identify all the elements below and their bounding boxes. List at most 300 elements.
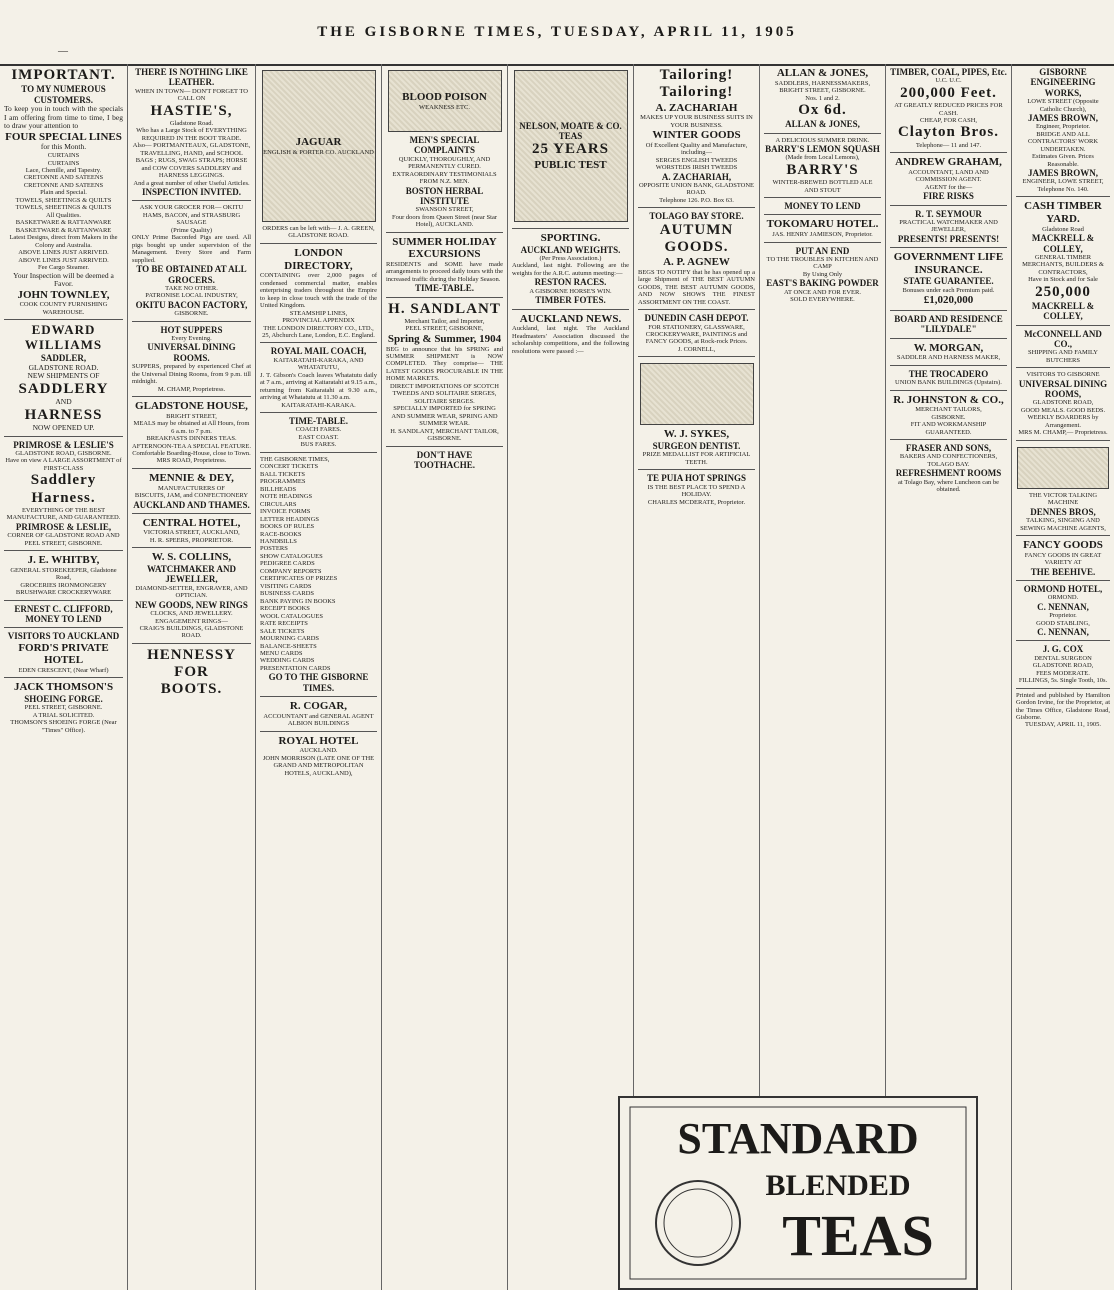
boston-institute: BOSTON HERBAL INSTITUTE [405,185,484,206]
coach-text: J. T. Gibson's Coach leaves Whatatutu daily at 7 a.m., arriving at Kaitaratahi at 9.15 a.m., returning from Kaitaratahi at 9.30 a.m., arriving at Whatatutu at 11.30 a.m. [260,371,377,402]
whitby-items: GROCERIES IRONMONGERY BRUSHWARE CROCKERYWARE [15,581,112,597]
london-directory: LONDON DIRECTORY, [284,246,353,272]
important-intro: TO MY NUMEROUS CUSTOMERS. [21,84,106,105]
hennessy-boots: BOOTS. [160,681,223,698]
primrose-more: EVERYTHING OF THE BEST MANUFACTURE, AND GUARANTEED. [6,506,121,522]
morgan-name: W. MORGAN, [913,341,984,354]
lilydale: "LILYDALE" [920,324,977,335]
gladstone-house-addr: BRIGHT STREET, [166,412,217,420]
list-item: CURTAINS [47,152,80,160]
summer-excursions: SUMMER HOLIDAY EXCURSIONS [392,235,497,261]
blood-poison: BLOOD POISON [402,90,487,103]
central-hotel-ad [132,514,251,549]
blood-sub: WEAKNESS ETC. [419,103,470,111]
list-item: BOOKS OF RULES [260,523,315,531]
sandlant-2: H. SANDLANT, MERCHANT TAILOR, GISBORNE. [390,427,499,443]
masthead-title: THE GISBORNE TIMES, TUESDAY, APRIL 11, 1905 [317,23,797,40]
list-item: CERTIFICATES OF PRIZES [260,575,338,583]
time-table: TIME-TABLE. [288,416,349,427]
refreshment: REFRESHMENT ROOMS [895,468,1002,479]
okitu-grocer: ASK YOUR GROCER FOR— OKITU HAMS, BACON, and STRASBURG SAUSAGE [139,204,244,227]
east-baking: EAST'S BAKING POWDER [766,278,879,289]
list-item: Lace, Chenille, and Tapestry. [25,167,102,175]
barrys-sub: WINTER-BREWED BOTTLED ALE [772,179,873,187]
afternoon-tea: AFTERNOON-TEA A SPECIAL FEATURE. [132,442,251,450]
list-item: WEDDING CARDS [260,657,315,665]
nothing-like-leather: THERE IS NOTHING LIKE LEATHER. [135,67,248,88]
hastie-more: And a great number of other Useful Articles. [133,179,250,187]
te-puia: TE PUIA HOT SPRINGS [646,473,747,484]
waikohu: U.C. U.C. [935,77,962,85]
winter-goods: WINTER GOODS [652,129,741,142]
auckland-thames: AUCKLAND AND THAMES. [133,499,250,510]
clayton-tel: Telephone— 11 and 147. [915,141,982,149]
collins-ad [132,548,251,643]
nelson-name: NELSON, MOATE & CO. TEAS [519,120,622,142]
fees-moderate: FEES MODERATE. [1036,669,1090,677]
sykes-ad [638,357,755,470]
graham-agent: AGENT for the— [924,183,973,191]
talking-machine-ad [1016,441,1110,536]
cornell-name: J. CORNELL, [677,345,716,353]
put-sub: TO THE TROUBLES IN KITCHEN AND CAMP [766,255,879,271]
hennessy-for: FOR [174,664,209,681]
presents: PRESENTS! PRESENTS! [897,233,1000,244]
primrose-harness: Harness. [31,489,96,506]
gisborne-engineering: GISBORNE ENGINEERING WORKS, [1030,67,1096,98]
important-items [4,152,123,272]
townley-name: JOHN TOWNLEY, [17,288,110,301]
primrose-ad [4,437,123,551]
important-line-2: FOUR SPECIAL LINES [5,130,122,143]
okitu-patronise: PATRONISE LOCAL INDUSTRY, [145,292,238,300]
stabling: GOOD STABLING, [1036,619,1090,627]
royal-hotel-ad [260,732,377,781]
gladstone-house-ad [132,397,251,469]
trocadero-sub: UNION BANK BUILDINGS (Upstairs). [895,379,1002,387]
kaitaratahi: KAITARATAHI-KARAKA, AND WHATATUTU, [273,356,364,372]
royal-mail-ad [260,343,377,413]
cash-sub: Gladstone Road [1042,225,1084,233]
visitors-auckland: VISITORS TO AUCKLAND [7,631,120,642]
sold-everywhere: SOLD EVERYWHERE. [790,296,855,304]
cogar-sub: ACCOUNTANT and GENERAL AGENT [263,712,374,720]
boston-addr: SWANSON STREET, [415,206,474,214]
tokomaru-ad [764,215,881,242]
list-item: BASKETWARE & RATTANWARE [15,226,112,234]
mcconnell-sub: SHIPPING AND FAMILY BUTCHERS [1027,349,1098,364]
johnston-addr: GISBORNE. [931,413,966,421]
printing-list [260,456,377,673]
list-item: Plain and Special. [40,189,87,197]
list-item: MOURNING CARDS [260,635,320,643]
list-item: BILLHEADS [260,485,297,493]
important-heading: IMPORTANT. [11,67,116,83]
winter-items: SERGES ENGLISH TWEEDS WORSTEDS IRISH TWEEDS [655,156,738,172]
zachariah-addr: OPPOSITE UNION BANK, GLADSTONE ROAD. [638,181,755,197]
morgan-ad [890,339,1007,366]
universal-ad [1016,368,1110,441]
okitu-addr: GISBORNE. [174,310,209,318]
suppers-text: SUPPERS, prepared by experienced Chef at the Universal Dining Rooms, from 9 p.m. till midnight. [132,363,251,386]
dennes-name: DENNES BROS, [1030,506,1096,517]
important-line-3: for this Month. [40,142,87,152]
list-item: INVOICE FORMS [260,508,311,516]
east-sub: AT ONCE AND FOR EVER. [784,288,861,296]
east-coast: EAST COAST. [298,433,339,441]
cox-name: J. G. COX [1042,644,1084,655]
allan-sub: SADDLERS, HARNESSMAKERS, BRIGHT STREET, GISBORNE. [774,79,871,95]
allan-price: Ox 6d. [798,102,847,119]
put-an-end: PUT AN END [795,245,850,256]
feet-250000: 250,000 [1035,283,1091,300]
timber-cheap: CHEAP, FOR CASH, [919,117,978,124]
talking-machine: THE VICTOR TALKING MACHINE [1028,491,1098,507]
visitors-gisborne: VISITORS TO GISBORNE [1026,371,1100,379]
jaguar-ad [260,64,377,244]
printed-by: Printed and published by Hamilton Gordon Irvine, for the Proprietor, at the Times Office, Gladstone Road, Gisborne. [1016,691,1110,721]
list-item: All Qualities. [45,211,82,219]
auckland-text: Auckland, last night. The Auckland Headmasters' Association discussed the scholarship competitions, and the following resolutions were passed :— [512,325,629,355]
central-sub: H. R. SPEERS, PROPRIETOR. [149,536,234,544]
autumn-goods: AUTUMN GOODS. [659,221,734,255]
engineering-addr: LOWE STREET (Opposite Catholic Church), [1027,98,1099,113]
fancy-goods: FANCY GOODS [1023,539,1103,551]
column-4 [382,64,508,1290]
list-item: PEDIGREE CARDS [260,560,315,568]
estimates: Estimates Given. Prices Reasonable. [1032,153,1094,168]
racing-text: Auckland, last night. Following are the weights for the A.R.C. autumn meeting:— [512,262,629,277]
sandlant-specially: SPECIALLY IMPORTED for SPRING AND SUMMER WEAR, SPRING AND SUMMER WEAR. [391,405,498,428]
morgan-sub: SADDLER AND HARNESS MAKER, [896,354,1001,362]
list-item: CRETONNE AND SATEENS [23,181,104,189]
primrose-saddlery: Saddlery [30,472,97,489]
standard-teas-ad [618,1096,978,1290]
te-puia-ad [638,470,755,509]
mennie-items: BISCUITS, JAM, and CONFECTIONERY [134,492,249,500]
auckland-weights: AUCKLAND WEIGHTS. [520,244,621,255]
mackrell-sub: GENERAL TIMBER MERCHANTS, BUILDERS & CONTRACTORS, [1022,253,1104,276]
mackrell-stock: Have in Stock and for Sale [1028,276,1098,284]
williams-new-shipments: NEW SHIPMENTS OF [27,371,100,381]
column-2 [128,64,256,1290]
graham-ad [890,153,1007,205]
whitby-ad [4,551,123,601]
fraser-ad [890,440,1007,497]
okitu-name: OKITU BACON FACTORY, [135,299,248,310]
mcconnell-name: McCONNELL AND CO., [1024,328,1102,349]
barrys-stout: AND STOUT [804,186,841,194]
agnew-name: A. P. AGNEW [663,256,730,269]
williams-name: EDWARD WILLIAMS [24,322,103,353]
refreshment-sub: at Tolago Bay, where Luncheon can be obtained. [898,478,999,494]
mackrell-name: MACKRELL & COLLEY, [1031,233,1095,254]
reston-races: RESTON RACES. [534,277,607,288]
standard-line-2: BLENDED [765,1169,911,1202]
williams-saddlery: SADDLERY [18,380,109,397]
barrys-ad [764,134,881,198]
lemon-squash: BARRY'S LEMON SQUASH [765,144,880,155]
jaguar-brand: JAGUAR [295,135,342,148]
clayton-bros: Clayton Bros. [897,124,1000,141]
government-life: GOVERNMENT LIFE INSURANCE. [893,251,1004,276]
williams-ad [4,320,123,436]
list-item: PRESENTATION CARDS [260,664,331,672]
weekly-boarders: WEEKLY BOARDERS by Arrangement. [1027,414,1099,429]
cox-sub: DENTAL SURGEON [1034,654,1092,662]
sykes-illustration [640,363,754,425]
important-line-1: To keep you in touch with the specials I am offering from time to time, I beg to draw your attention to [4,103,123,131]
universal-addr: GLADSTONE ROAD, [1032,399,1094,407]
collins-diamond: DIAMOND-SETTER, ENGRAVER, AND OPTICIAN. [135,584,248,600]
east-baking-ad [764,243,881,307]
important-note: Your Inspection will be deemed a Favor. [13,270,114,289]
collins-clocks: CLOCKS, AND JEWELLERY. [150,610,233,618]
summer-drink: A DELICIOUS SUMMER DRINK. [775,136,870,144]
allan-jones: ALLAN & JONES, [776,67,869,79]
go-to-times: GO TO THE GISBORNE TIMES. [268,672,369,693]
standard-line-3: TEAS [782,1203,934,1268]
lemon-sub: (Made from Local Lemons), [785,154,860,162]
thomson-ad [4,678,123,737]
dennes-sub: TALKING, SINGING AND SEWING MACHINE AGENTS, [1020,517,1106,532]
list-item: PROGRAMMES [260,478,306,486]
johnston-ad [890,391,1007,441]
thomson-foot: THOMSON'S SHOEING FORGE (Near "Times" Office). [10,719,117,734]
cox-ad [1016,641,1110,688]
collins-craig: CRAIG'S BUILDINGS, GLADSTONE ROAD. [139,624,244,640]
testimonials: EXTRAORDINARY TESTIMONIALS FROM N.Z. MEN. [392,170,497,186]
press-association: (Per Press Association.) [539,254,602,262]
list-item: CURTAINS [47,159,80,167]
hot-suppers-ad [132,322,251,397]
printing-ad [260,453,377,697]
tolago-ad [638,208,755,310]
bridge-work: BRIDGE AND ALL CONTRACTORS' WORK UNDERTAKEN. [1027,130,1099,153]
okitu-grocer-sub: (Prime Quality) [171,226,212,234]
list-item: BALANCE-SHEETS [260,642,317,650]
primrose-addr: GLADSTONE ROAD, GISBORNE. [15,449,112,457]
nennan-name-2: C. NENNAN, [1037,627,1089,638]
universal-dining: UNIVERSAL DINING ROOMS. [147,342,236,363]
list-item: RATE RECEIPTS [260,620,308,628]
zachariah-ad [638,64,755,208]
boston-sub: Four doors from Queen Street (near Star Hotel), AUCKLAND. [391,213,498,229]
hot-suppers: HOT SUPPERS [160,324,223,335]
list-item: CONCERT TICKETS [260,463,319,471]
dunedin-ad [638,310,755,357]
when-in-town: WHEN IN TOWN— DON'T FORGET TO CALL ON [135,87,248,103]
meals-text: MEALS may be obtained at All Hours, from 6 a.m. to 7 p.m. [133,420,250,435]
bus-fares: BUS FARES. [300,441,337,449]
ormond-ad [1016,581,1110,641]
fords-name: FORD'S PRIVATE HOTEL [18,641,109,667]
list-item: SHOW CATALOGUES [260,552,323,560]
list-item: RECEIPT BOOKS [260,605,310,613]
brown-name: JAMES BROWN, [1027,112,1098,123]
gladstone-house: GLADSTONE HOUSE, [135,400,248,412]
column-9 [1012,64,1114,1290]
collins-engagement: ENGAGEMENT RINGS— [155,617,228,625]
good-meals: GOOD MEALS. GOOD BEDS. [1020,406,1106,414]
gramophone-illustration [1017,447,1109,489]
royal-hotel: ROYAL HOTEL [278,734,359,747]
toothache: DON'T HAVE TOOTHACHE. [413,449,476,470]
timber-ad [890,64,1007,153]
te-puia-sub: IS THE BEST PLACE TO SPEND A HOLIDAY. [647,483,746,499]
agnew-text: BEGS TO NOTIFY that he has opened up a large Shipment of THE BEST AUTUMN GOODS, THE BEST AUTUMN GOODS, AND NOW SHOWS THE FINEST ASSORTMENT ON THE COAST. [638,268,755,306]
comfortable: Comfortable Boarding-House, close to Town. [132,449,251,457]
brown-sub: Engineer, Proprietor. [1035,123,1091,131]
time-table-ad [260,413,377,453]
by-using: By Using Only [802,270,843,278]
cash-timber: CASH TIMBER YARD. [1024,200,1102,226]
london-steamship: STEAMSHIP LINES, [289,309,348,317]
barrys-name: BARRY'S [786,161,859,178]
morrison: JOHN MORRISON (LATE ONE OF THE GRAND AND METROPOLITAN HOTELS, AUCKLAND), [262,754,375,777]
page-folio-mark: — [58,46,68,57]
mcconnell-ad [1016,326,1110,369]
hastie-ad [132,64,251,201]
board-residence: BOARD AND RESIDENCE [894,313,1003,324]
jaguar-sub: ENGLISH & PORTER CO. AUCKLAND [263,148,374,156]
cogar-addr: ALBION BUILDINGS [287,720,350,728]
london-directory-ad [260,244,377,344]
beehive: THE BEEHIVE. [1030,566,1096,577]
list-item: TOWELS, SHEETINGS & QUILTS [15,204,112,212]
allan-mixtures: Nos. 1 and 2. [805,94,840,102]
seymour-ad [890,206,1007,249]
tokomaru-hotel: TOKOMARU HOTEL. [766,218,879,231]
ormond-sub: ORMOND. [1047,594,1079,602]
telephone: Telephone No. 140. [1037,185,1089,193]
fraser-name: FRASER AND SONS, [905,443,992,454]
timber-prices: AT GREATLY REDUCED PRICES FOR CASH. [894,102,1003,117]
summer-excursions-ad [386,233,503,298]
fit-guaranteed: FIT AND WORKMANSHIP GUARANTEED. [910,421,987,436]
primrose-addr-2: CORNER OF GLADSTONE ROAD AND PEEL STREET, GISBORNE. [7,532,120,547]
london-addr: THE LONDON DIRECTORY CO., LTD., 25, Abchurch Lane, London, E.C. England. [262,324,375,339]
sandlant-name: H. SANDLANT [388,300,501,317]
list-item: BUSINESS CARDS [260,590,315,598]
mennie-ad [132,469,251,514]
tolago-store: TOLAGO BAY STORE. [649,211,744,222]
primrose-name: PRIMROSE & LESLIE'S [13,439,114,450]
list-item: CRETONNE AND SATEENS [23,174,104,182]
fillings: FILLINGS, 5s. Single Tooth, 10s. [1018,677,1108,685]
hastie-items: Also— PORTMANTEAUX, GLADSTONE, TRAVELLING, HAND, and SCHOOL BAGS ; RUGS, SWAG STRAPS; HORSE and COW COVERS SADDLERY and HARNESS LEGGINGS. [132,142,251,180]
te-puia-proprietor: CHARLES MCDERATE, Proprietor. [647,498,746,506]
clifford-ad [4,601,123,629]
cogar-name: R. COGAR, [289,700,348,713]
list-item: COMPANY REPORTS [260,567,322,575]
brown-sub-2: ENGINEER, LOWE STREET, [1022,178,1104,186]
royal-mail: ROYAL MAIL COACH, [270,346,367,357]
engineering-ad [1016,64,1110,197]
column-1 [0,64,128,1290]
thomson-name: JACK THOMSON'S [13,681,114,694]
allan-jones-ad [764,64,881,134]
kaitaratahi-2: KAITARATAHI-KARAKA. [281,401,356,409]
sporting-column [512,229,629,310]
sandlant-text: BEG to announce that his SPRING and SUMMER SHIPMENT is NOW COMPLETED. They comprise— THE LATEST GOODS PROCURABLE IN THE HOME MARKETS. [386,345,503,383]
list-item: VISITING CARDS [260,582,312,590]
london-provincial: PROVINCIAL APPENDIX [282,317,355,325]
sandlant-ad [386,298,503,447]
fords-addr: EDEN CRESCENT, (Near Wharf) [18,666,109,674]
dunedin-depot: DUNEDIN CASH DEPOT. [644,313,749,324]
list-item: CIRCULARS [260,500,297,508]
seymour-name: R. T. SEYMOUR [915,208,982,219]
money-to-lend-7: MONEY TO LEND [784,201,861,212]
auckland-news: AUCKLAND NEWS. [519,312,622,325]
williams-opened: NOW OPENED UP. [32,423,95,432]
fraser-sub: BAKERS AND CONFECTIONERS, TOLAGO BAY. [899,453,998,468]
imprint [1016,689,1110,732]
cox-addr: GLADSTONE ROAD, [1032,662,1094,670]
sandlant-addr: PEEL STREET, GISBORNE, [405,325,484,333]
thomson-sub: SHOEING FORGE. [24,694,103,705]
okitu-take: TAKE NO OTHER. [165,284,218,292]
breakfasts: BREAKFASTS DINNERS TEAS. [146,435,237,443]
sykes-prize: PRIZE MEDALLIST FOR ARTIFICIAL TEETH. [642,451,751,466]
fancy-sub: FANCY GOODS IN GREAT VARIETY AT [1024,551,1102,567]
mennie-sub: MANUFACTURERS OF [158,484,225,492]
nennan-name: C. NENNAN, [1037,601,1089,612]
primrose-name-2: PRIMROSE & LESLIE, [15,521,112,532]
graham-sub: ACCOUNTANT, LAND AND COMMISSION AGENT. [908,168,989,184]
column-3 [256,64,382,1290]
fire-risks: FIRE RISKS [923,191,974,202]
johnston-name: R. JOHNSTON & CO., [893,393,1004,406]
column-5 [508,64,634,1290]
london-text: CONTAINING over 2,000 pages of condensed commercial matter, enables enterprising traders throughout the Empire to keep in close touch with the trade of the United Kingdom. [260,272,377,310]
gisborne-horses: A GISBORNE HORSE'S WIN. [529,287,612,295]
list-item: BANK PAYING IN BOOKS [260,597,336,605]
okitu-pigs: ONLY Prime Baconfed Pigs are used. All pigs bought up under supervision of the Management. Every Store and Farm supplied. [132,234,251,264]
money-to-lend: MONEY TO LEND [25,613,102,624]
blood-poison-ad [386,64,503,233]
public-test: PUBLIC TEST [534,158,607,171]
central-hotel: CENTRAL HOTEL, [142,516,241,529]
champ-name: M. CHAMP, Proprietress. [157,385,226,393]
imprint-date: TUESDAY, APRIL 11, 1905. [1024,721,1102,729]
list-item: SALE TICKETS [260,627,305,635]
money-ad-7 [764,198,881,215]
universal-name: UNIVERSAL DINING ROOMS, [1018,378,1108,400]
okitu-obtained: TO BE OBTAINED AT ALL GROCERS. [136,264,247,285]
state-guarantee: STATE GUARANTEE. [903,276,994,287]
hennessy-name: HENNESSY [147,646,236,663]
royal-sub: AUCKLAND. [299,747,338,755]
hastie-text: Who has a Large Stock of EVERYTHING REQUIRED IN THE BOOT TRADE. [136,127,247,142]
trocadero-ad [890,366,1007,391]
thomson-addr: PEEL STREET, GISBORNE. [24,704,103,712]
auckland-news-column [512,310,629,359]
fords-ad [4,628,123,678]
mens-sub: QUICKLY, THOROUGHLY, AND PERMANENTLY CURED. [398,155,491,171]
feet-200000: 200,000 Feet. [900,84,997,101]
important-ad [4,64,123,320]
allan-jones-2: ALLAN & JONES, [785,119,860,130]
coach-fares: COACH FARES. [295,426,342,434]
list-item: THE GISBORNE TIMES, [260,455,330,463]
williams-addr: GLADSTONE ROAD. [28,362,99,372]
whitby-sub: GENERAL STOREKEEPER, Gladstone Road, [10,566,117,582]
seymour-sub: PRACTICAL WATCHMAKER AND JEWELLER, [899,218,998,234]
cogar-ad [260,697,377,732]
hastie-inspection: INSPECTION INVITED. [141,187,242,198]
